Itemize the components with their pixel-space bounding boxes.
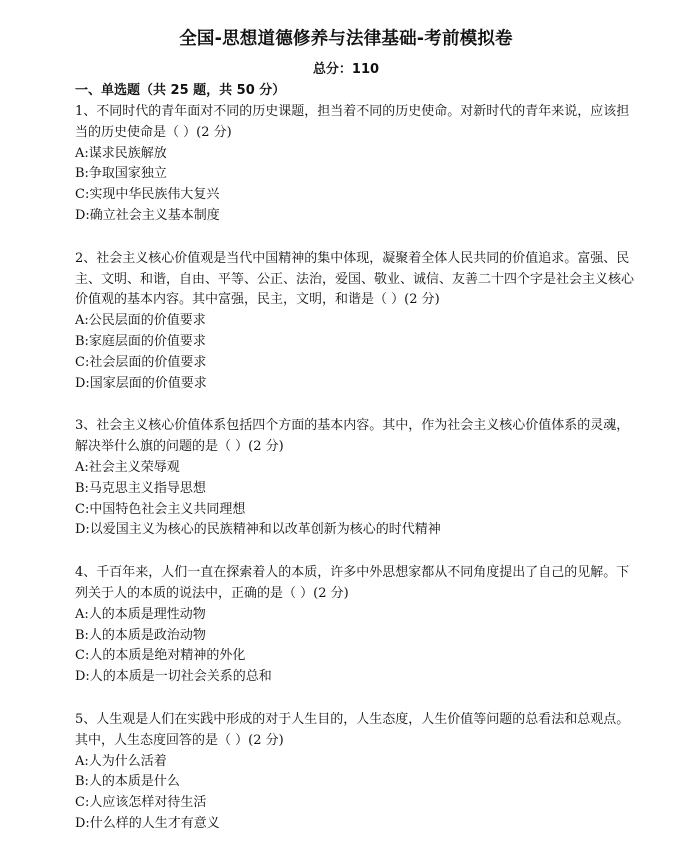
section-heading: 一、单选题（共 25 题，共 50 分）	[75, 83, 286, 98]
question-stem: 3、社会主义核心价值体系包括四个方面的基本内容。其中，作为社会主义核心价值体系的灵魂，解决举什么旗的问题的是（ ）(2 分)	[75, 418, 630, 455]
exam-title: 全国-思想道德修养与法律基础-考前模拟卷	[179, 29, 513, 49]
option-c: C:人的本质是绝对精神的外化	[75, 648, 246, 664]
option-d: D:确立社会主义基本制度	[75, 207, 220, 223]
option-b: B:争取国家独立	[75, 166, 167, 182]
option-b: B:人的本质是政治动物	[75, 627, 206, 643]
option-list	[75, 144, 635, 227]
option-d: D:以爱国主义为核心的民族精神和以改革创新为核心的时代精神	[75, 522, 441, 538]
option-a: A:人的本质是理性动物	[75, 606, 206, 622]
question-2	[75, 249, 635, 395]
option-list	[75, 311, 635, 394]
question-list	[75, 102, 635, 857]
total-score: 总分：110	[312, 62, 380, 77]
option-c: C:中国特色社会主义共同理想	[75, 501, 246, 517]
question-stem: 1、不同时代的青年面对不同的历史课题，担当着不同的历史使命。对新时代的青年来说，应该担当的历史使命是（ ）(2 分)	[75, 104, 630, 140]
option-b: B:家庭层面的价值要求	[75, 333, 206, 349]
question-4	[75, 563, 635, 688]
question-stem: 5、人生观是人们在实践中形成的对于人生目的，人生态度，人生价值等问题的总看法和总观点。其中，人生态度回答的是（ ）(2 分)	[75, 711, 630, 748]
option-list	[75, 458, 635, 541]
option-a: A:公民层面的价值要求	[75, 313, 206, 329]
question-5	[75, 710, 635, 835]
question-stem: 2、社会主义核心价值观是当代中国精神的集中体现，凝聚着全体人民共同的价值追求。富强、民主、文明、和谐，自由、平等、公正、法治，爱国、敬业、诚信、友善二十四个字是社会主义核心价值观的基本内容。其中富强，民主，文明，和谐是（ ）(2 分)	[75, 250, 635, 308]
option-a: A:谋求民族解放	[75, 145, 167, 161]
option-b: B:马克思主义指导思想	[75, 480, 206, 496]
option-list	[75, 752, 635, 835]
option-a: A:人为什么活着	[75, 753, 167, 769]
option-list	[75, 605, 635, 688]
question-3	[75, 416, 635, 541]
option-c: C:实现中华民族伟大复兴	[75, 187, 220, 203]
option-c: C:人应该怎样对待生活	[75, 795, 207, 811]
option-d: D:什么样的人生才有意义	[75, 815, 220, 831]
option-d: D:国家层面的价值要求	[75, 375, 207, 391]
option-d: D:人的本质是一切社会关系的总和	[75, 669, 272, 685]
option-b: B:人的本质是什么	[75, 774, 180, 790]
question-stem: 4、千百年来，人们一直在探索着人的本质，许多中外思想家都从不同角度提出了自己的见解。下列关于人的本质的说法中，正确的是（ ）(2 分)	[75, 565, 630, 601]
option-c: C:社会层面的价值要求	[75, 354, 207, 370]
option-a: A:社会主义荣辱观	[75, 459, 180, 475]
question-1	[75, 102, 635, 227]
